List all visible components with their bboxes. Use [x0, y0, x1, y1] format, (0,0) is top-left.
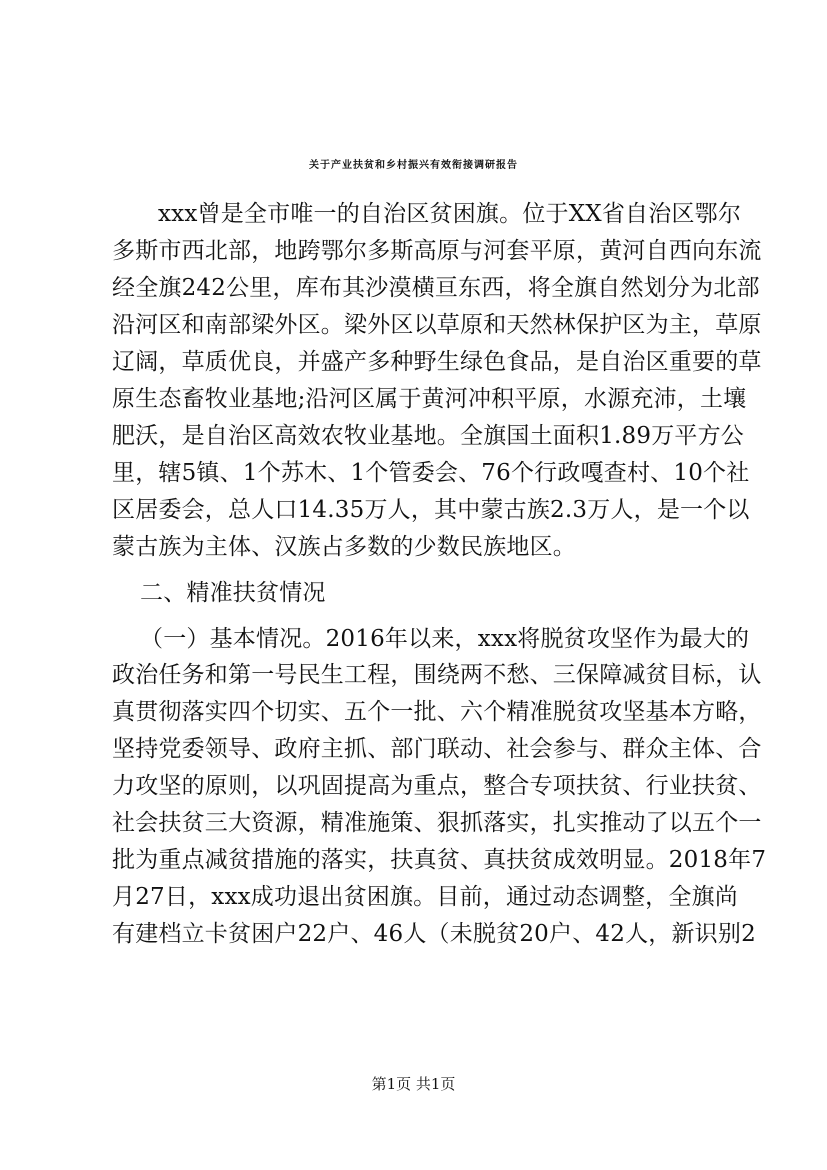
paragraph-line: 有建档立卡贫困户22户、46人（未脱贫20户、42人，新识别2	[112, 921, 756, 947]
page-footer: 第1页 共1页	[371, 1075, 456, 1093]
paragraph-line: 原生态畜牧业基地;沿河区属于黄河冲积平原，水源充沛，土壤	[112, 386, 747, 412]
paragraph-line: 沿河区和南部梁外区。梁外区以草原和天然林保护区为主，草原	[112, 312, 762, 338]
paragraph-line: 蒙古族为主体、汉族占多数的少数民族地区。	[112, 534, 576, 560]
paragraph-line: 区居委会，总人口14.35万人，其中蒙古族2.3万人，是一个以	[112, 497, 750, 523]
paragraph-line: 经全旗242公里，库布其沙漠横亘东西，将全旗自然划分为北部	[112, 275, 760, 301]
document-title: 关于产业扶贫和乡村振兴有效衔接调研报告	[309, 160, 518, 171]
paragraph-line: 月27日，xxx成功退出贫困旗。目前，通过动态调整，全旗尚	[112, 884, 738, 910]
paragraph-line: xxx曾是全市唯一的自治区贫困旗。位于XX省自治区鄂尔	[158, 201, 742, 227]
paragraph-line: 社会扶贫三大资源，精准施策、狠抓落实，扎实推动了以五个一	[112, 810, 762, 836]
paragraph-line: 多斯市西北部，地跨鄂尔多斯高原与河套平原，黄河自西向东流	[112, 238, 762, 264]
paragraph-line: 批为重点减贫措施的落实，扶真贫、真扶贫成效明显。2018年7	[112, 847, 767, 873]
paragraph-line: 真贯彻落实四个切实、五个一批、六个精准脱贫攻坚基本方略，	[112, 699, 762, 725]
section-heading: 二、精准扶贫情况	[140, 580, 326, 606]
paragraph-line: 坚持党委领导、政府主抓、部门联动、社会参与、群众主体、合	[112, 736, 762, 762]
paragraph-line: （一）基本情况。2016年以来，xxx将脱贫攻坚作为最大的	[140, 626, 750, 652]
paragraph-line: 力攻坚的原则，以巩固提高为重点，整合专项扶贫、行业扶贫、	[112, 773, 762, 799]
paragraph-line: 里，辖5镇、1个苏木、1个管委会、76个行政嘎查村、10个社	[112, 460, 750, 486]
paragraph-line: 肥沃，是自治区高效农牧业基地。全旗国土面积1.89万平方公	[112, 423, 745, 449]
paragraph-line: 政治任务和第一号民生工程，围绕两不愁、三保障减贫目标，认	[112, 662, 762, 688]
paragraph-line: 辽阔，草质优良，并盛产多种野生绿色食品，是自治区重要的草	[112, 349, 762, 375]
